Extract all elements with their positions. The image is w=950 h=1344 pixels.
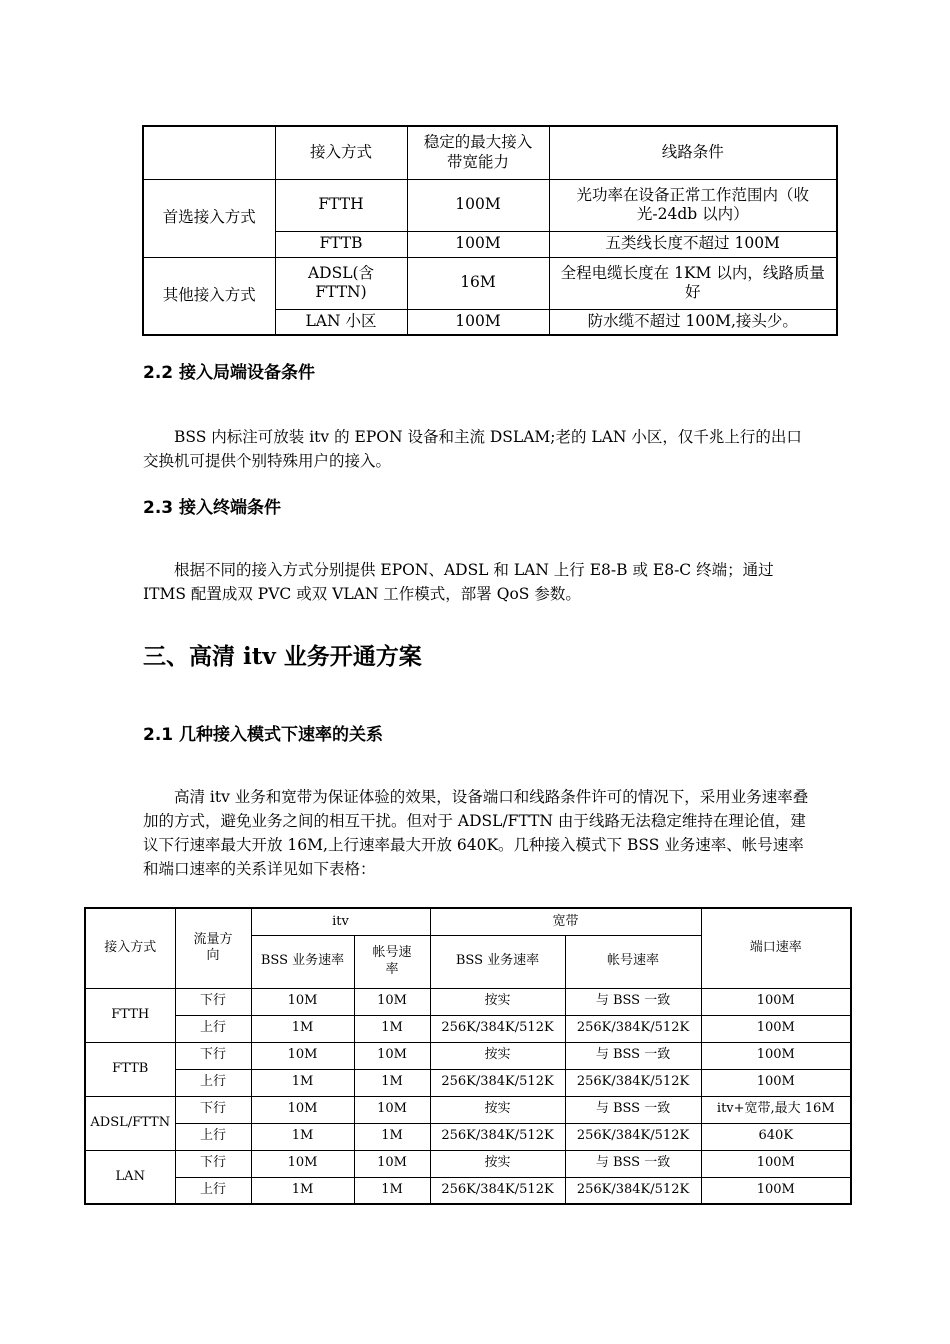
itv-account-cell: 10M bbox=[354, 1042, 430, 1069]
section-body-2-3 bbox=[143, 558, 813, 606]
paragraph: 高清 itv 业务和宽带为保证体验的效果，设备端口和线路条件许可的情况下，采用业务速率叠加的方式，避免业务之间的相互干扰。但对于 ADSL/FTTN 由于线路无法稳定维持在理论值，建议下行速率最大开放 16M,上行速率最大开放 640K。几种接入模式下 BSS 业务速率、帐号速率和端口速率的关系详见如下表格： bbox=[143, 788, 809, 878]
table-header-row bbox=[85, 908, 851, 935]
itv-account-cell: 1M bbox=[354, 1123, 430, 1150]
itv-bss-cell: 1M bbox=[251, 1177, 354, 1204]
bb-bss-cell: 256K/384K/512K bbox=[430, 1015, 565, 1042]
section-body-2-1 bbox=[143, 785, 813, 881]
table-row bbox=[85, 988, 851, 1015]
itv-bss-cell: 10M bbox=[251, 988, 354, 1015]
header-cell bbox=[143, 126, 275, 179]
method-cell: FTTB bbox=[275, 231, 407, 257]
header-cell: 接入方式 bbox=[85, 908, 175, 988]
itv-bss-cell: 1M bbox=[251, 1069, 354, 1096]
condition-cell: 五类线长度不超过 100M bbox=[549, 231, 837, 257]
bb-bss-cell: 256K/384K/512K bbox=[430, 1123, 565, 1150]
method-cell: FTTH bbox=[85, 988, 175, 1042]
paragraph: BSS 内标注可放装 itv 的 EPON 设备和主流 DSLAM;老的 LAN 小区，仅千兆上行的出口交换机可提供个别特殊用户的接入。 bbox=[143, 428, 802, 470]
condition-cell: 防水缆不超过 100M,接头少。 bbox=[549, 309, 837, 335]
itv-bss-cell: 1M bbox=[251, 1015, 354, 1042]
bb-bss-cell: 按实 bbox=[430, 1150, 565, 1177]
bb-account-cell: 与 BSS 一致 bbox=[565, 988, 701, 1015]
itv-account-cell: 10M bbox=[354, 988, 430, 1015]
direction-cell: 上行 bbox=[175, 1015, 251, 1042]
table-row bbox=[85, 1015, 851, 1042]
table-row bbox=[85, 1123, 851, 1150]
method-cell: LAN bbox=[85, 1150, 175, 1204]
bb-bss-cell: 按实 bbox=[430, 1042, 565, 1069]
itv-bss-cell: 1M bbox=[251, 1123, 354, 1150]
method-cell: LAN 小区 bbox=[275, 309, 407, 335]
header-cell: 流量方向 bbox=[175, 908, 251, 988]
header-cell: itv bbox=[251, 908, 430, 935]
header-cell: BSS 业务速率 bbox=[430, 935, 565, 988]
header-cell: 接入方式 bbox=[275, 126, 407, 179]
port-rate-cell: 100M bbox=[701, 1150, 851, 1177]
bb-bss-cell: 256K/384K/512K bbox=[430, 1177, 565, 1204]
bb-account-cell: 256K/384K/512K bbox=[565, 1069, 701, 1096]
header-cell: 宽带 bbox=[430, 908, 701, 935]
group-label: 其他接入方式 bbox=[143, 257, 275, 335]
section-heading-2-1: 2.1 几种接入模式下速率的关系 bbox=[143, 725, 384, 745]
itv-bss-cell: 10M bbox=[251, 1150, 354, 1177]
bandwidth-cell: 16M bbox=[407, 257, 549, 309]
section-body-2-2 bbox=[143, 425, 813, 473]
group-label: 首选接入方式 bbox=[143, 179, 275, 257]
table-row bbox=[85, 1042, 851, 1069]
direction-cell: 下行 bbox=[175, 1096, 251, 1123]
condition-cell: 光功率在设备正常工作范围内（收光-24db 以内） bbox=[549, 179, 837, 231]
direction-cell: 下行 bbox=[175, 988, 251, 1015]
itv-account-cell: 1M bbox=[354, 1069, 430, 1096]
table-row bbox=[85, 1177, 851, 1204]
direction-cell: 上行 bbox=[175, 1177, 251, 1204]
port-rate-cell: 100M bbox=[701, 1015, 851, 1042]
method-cell: ADSL/FTTN bbox=[85, 1096, 175, 1150]
bb-bss-cell: 256K/384K/512K bbox=[430, 1069, 565, 1096]
table-row bbox=[143, 257, 837, 309]
bandwidth-cell: 100M bbox=[407, 179, 549, 231]
direction-cell: 下行 bbox=[175, 1150, 251, 1177]
direction-cell: 下行 bbox=[175, 1042, 251, 1069]
itv-bss-cell: 10M bbox=[251, 1042, 354, 1069]
table-row bbox=[143, 179, 837, 231]
direction-cell: 上行 bbox=[175, 1123, 251, 1150]
method-cell: FTTB bbox=[85, 1042, 175, 1096]
port-rate-cell: itv+宽带,最大 16M bbox=[701, 1096, 851, 1123]
port-rate-cell: 100M bbox=[701, 1042, 851, 1069]
section-heading-2-3: 2.3 接入终端条件 bbox=[143, 498, 282, 518]
port-rate-cell: 640K bbox=[701, 1123, 851, 1150]
table-row bbox=[85, 1096, 851, 1123]
itv-account-cell: 10M bbox=[354, 1150, 430, 1177]
rate-relationship-table bbox=[84, 907, 852, 1205]
bandwidth-cell: 100M bbox=[407, 231, 549, 257]
condition-cell: 全程电缆长度在 1KM 以内，线路质量好 bbox=[549, 257, 837, 309]
table-header-row bbox=[143, 126, 837, 179]
bb-account-cell: 256K/384K/512K bbox=[565, 1123, 701, 1150]
direction-cell: 上行 bbox=[175, 1069, 251, 1096]
bb-account-cell: 与 BSS 一致 bbox=[565, 1096, 701, 1123]
itv-account-cell: 10M bbox=[354, 1096, 430, 1123]
method-cell: ADSL(含FTTN) bbox=[275, 257, 407, 309]
table-row bbox=[85, 1150, 851, 1177]
port-rate-cell: 100M bbox=[701, 988, 851, 1015]
bb-account-cell: 256K/384K/512K bbox=[565, 1177, 701, 1204]
port-rate-cell: 100M bbox=[701, 1177, 851, 1204]
header-cell: 稳定的最大接入带宽能力 bbox=[407, 126, 549, 179]
table-row bbox=[85, 1069, 851, 1096]
bb-bss-cell: 按实 bbox=[430, 988, 565, 1015]
table-body bbox=[85, 988, 851, 1204]
method-cell: FTTH bbox=[275, 179, 407, 231]
bb-account-cell: 与 BSS 一致 bbox=[565, 1150, 701, 1177]
itv-account-cell: 1M bbox=[354, 1177, 430, 1204]
header-cell: 端口速率 bbox=[701, 908, 851, 988]
header-cell: 线路条件 bbox=[549, 126, 837, 179]
chapter-heading-3: 三、高清 itv 业务开通方案 bbox=[143, 643, 422, 670]
bb-account-cell: 256K/384K/512K bbox=[565, 1015, 701, 1042]
bandwidth-cell: 100M bbox=[407, 309, 549, 335]
itv-bss-cell: 10M bbox=[251, 1096, 354, 1123]
access-method-table bbox=[142, 125, 838, 336]
itv-account-cell: 1M bbox=[354, 1015, 430, 1042]
port-rate-cell: 100M bbox=[701, 1069, 851, 1096]
section-heading-2-2: 2.2 接入局端设备条件 bbox=[143, 363, 316, 383]
paragraph: 根据不同的接入方式分别提供 EPON、ADSL 和 LAN 上行 E8-B 或 E8-C 终端；通过 ITMS 配置成双 PVC 或双 VLAN 工作模式，部署 QoS 参数。 bbox=[143, 561, 774, 603]
bb-bss-cell: 按实 bbox=[430, 1096, 565, 1123]
header-cell: 帐号速率 bbox=[354, 935, 430, 988]
header-cell: BSS 业务速率 bbox=[251, 935, 354, 988]
header-cell: 帐号速率 bbox=[565, 935, 701, 988]
bb-account-cell: 与 BSS 一致 bbox=[565, 1042, 701, 1069]
